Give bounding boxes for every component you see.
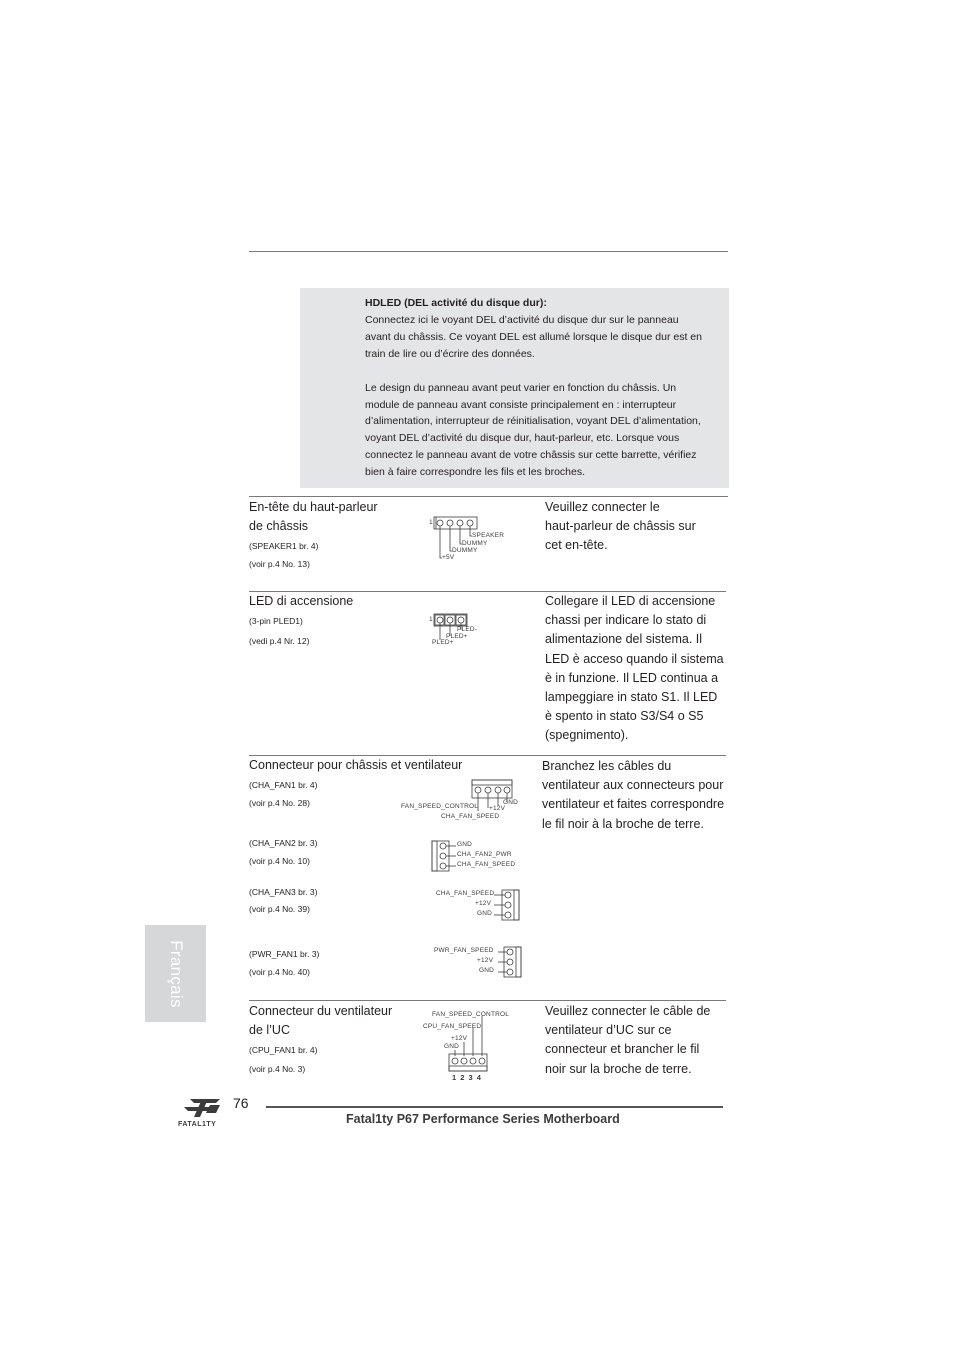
pin-label-gnd: GND (479, 967, 495, 974)
pin-number: 1 (429, 519, 433, 526)
desc-line: noir sur la broche de terre. (545, 1061, 692, 1076)
desc-line: le fil noir à la broche de terre. (542, 816, 704, 831)
led-see: (vedi p.4 Nr. 12) (249, 636, 310, 646)
pin-label-fan-speed-control: FAN_SPEED_CONTROL (401, 803, 479, 810)
pwr-fan1-see: (voir p.4 No. 40) (249, 967, 310, 977)
pwr-fan1-header-diagram (496, 945, 524, 979)
pin-label-pled-minus: PLED- (457, 626, 478, 633)
note-line: train de lire ou d’écrire des données. (365, 347, 535, 360)
note-line: module de panneau avant consiste principalement en : interrupteur (365, 398, 677, 411)
cpu-fan-label: Connecteur du ventilateur (249, 1004, 393, 1018)
note-line: Connectez ici le voyant DEL d’activité du disque dur sur le panneau (365, 313, 679, 326)
pin-label-pled-plus: PLED+ (446, 633, 468, 640)
cha-fan1-ref: (CHA_FAN1 br. 4) (249, 780, 318, 790)
pin-label-cpu-fan-speed: CPU_FAN_SPEED (423, 1023, 482, 1030)
speaker-description (545, 498, 735, 556)
pin-numbers: 1 2 3 4 (452, 1073, 482, 1082)
desc-line: Veuillez connecter le (545, 500, 660, 514)
desc-line: Veuillez connecter le câble de (545, 1004, 711, 1018)
speaker-label: En-tête du haut-parleur (249, 500, 378, 514)
cha-fan3-ref: (CHA_FAN3 br. 3) (249, 887, 318, 897)
desc-line: connecteur et brancher le fil (545, 1042, 700, 1057)
speaker-label: de châssis (249, 519, 309, 533)
note-line: connectez le panneau avant de votre châssis sur cette barrette, vérifiez (365, 449, 697, 462)
cpu-fan-see: (voir p.4 No. 3) (249, 1064, 306, 1074)
desc-line: ventilateur aux connecteurs pour (542, 778, 724, 793)
cha-fan2-see: (voir p.4 No. 10) (249, 856, 310, 866)
pin-label-12v: +12V (475, 900, 492, 907)
pin-label-gnd: GND (477, 910, 493, 917)
page-number: 76 (233, 1095, 249, 1111)
pin-label-pled-plus: PLED+ (432, 639, 454, 646)
cpu-fan-description (545, 1002, 735, 1079)
note-line: d’alimentation, interrupteur de réinitialisation, voyant DEL d’alimentation, (365, 415, 701, 428)
pin-label-cha-fan-speed: CHA_FAN_SPEED (457, 861, 516, 868)
pin-label-pwr-fan-speed: PWR_FAN_SPEED (434, 947, 494, 954)
cpu-fan-label: de l’UC (249, 1023, 290, 1037)
note-line: bien à faire correspondre les fils et les broches. (365, 466, 586, 479)
speaker-see: (voir p.4 No. 13) (249, 559, 310, 569)
pin-label-speaker: SPEAKER (472, 532, 505, 539)
desc-line: cet en-tête. (545, 538, 608, 553)
pin-label-dummy: DUMMY (452, 547, 478, 554)
top-rule (249, 251, 728, 252)
cpu-fan-ref: (CPU_FAN1 br. 4) (249, 1045, 318, 1055)
led-label: LED di accensione (249, 594, 354, 608)
cha-fan3-see: (voir p.4 No. 39) (249, 904, 310, 914)
cha-fan2-header-diagram (430, 839, 458, 873)
desc-line: lampeggiare in stato S1. Il LED (545, 690, 718, 705)
pin-label-fan-speed-control: FAN_SPEED_CONTROL (432, 1011, 510, 1018)
desc-line: è in funzione. Il LED continua a (545, 670, 719, 685)
desc-line: haut-parleur de châssis sur (545, 519, 696, 534)
pin-label-gnd: GND (457, 841, 473, 848)
cha-fan1-see: (voir p.4 No. 28) (249, 798, 310, 808)
pin-label-12v: +12V (477, 957, 494, 964)
note-text (365, 295, 729, 481)
desc-line: ventilateur d’UC sur ce (545, 1023, 672, 1038)
fatal1ty-logo-text: FATAL1TY (178, 1121, 217, 1128)
pin-label-gnd: GND (444, 1043, 460, 1050)
desc-line: alimentazione del sistema. Il (545, 632, 703, 647)
desc-line: (spegnimento). (545, 728, 629, 743)
pin-label-12v: +12V (489, 805, 506, 812)
pwr-fan1-ref: (PWR_FAN1 br. 3) (249, 949, 320, 959)
pin-label-dummy: DUMMY (462, 540, 488, 547)
note-title: HDLED (DEL activité du disque dur): (365, 297, 547, 309)
language-tab-label: Français (166, 939, 186, 1008)
desc-line: ventilateur et faites correspondre (542, 797, 725, 812)
cha-fan2-ref: (CHA_FAN2 br. 3) (249, 838, 318, 848)
pin-label-cha-fan-speed: CHA_FAN_SPEED (441, 813, 500, 820)
desc-line: LED è acceso quando il sistema (545, 651, 724, 666)
language-tab (145, 925, 206, 1022)
note-line: voyant DEL d’activité du disque dur, haut-parleur, etc. Lorsque vous (365, 432, 680, 445)
pin-label-12v: +12V (451, 1035, 468, 1042)
desc-line: Branchez les câbles du (542, 759, 672, 773)
footer-title: Fatal1ty P67 Performance Series Motherboard (346, 1112, 620, 1126)
led-ref: (3-pin PLED1) (249, 616, 303, 626)
section-rule (249, 496, 728, 497)
fan-label: Connecteur pour châssis et ventilateur (249, 758, 463, 772)
note-line: Le design du panneau avant peut varier en fonction du châssis. Un (365, 381, 677, 394)
fan-description (542, 757, 736, 834)
note-line: avant du châssis. Ce voyant DEL est allumé lorsque le disque dur est en (365, 330, 702, 343)
pin-label-cha-fan2-pwr: CHA_FAN2_PWR (457, 851, 512, 858)
led-description (545, 592, 735, 746)
pin-label-5v: +5V (442, 554, 455, 561)
desc-line: chassi per indicare lo stato di (545, 613, 707, 628)
pin-number: 1 (429, 616, 433, 623)
desc-line: Collegare il LED di accensione (545, 594, 716, 608)
footer-rule (266, 1106, 723, 1108)
desc-line: è spento in stato S3/S4 o S5 (545, 709, 704, 724)
pin-label-gnd: GND (503, 799, 519, 806)
section-rule (249, 1000, 726, 1001)
cha-fan3-header-diagram (494, 888, 522, 922)
speaker-ref: (SPEAKER1 br. 4) (249, 541, 319, 551)
pin-label-cha-fan-speed: CHA_FAN_SPEED (436, 890, 495, 897)
